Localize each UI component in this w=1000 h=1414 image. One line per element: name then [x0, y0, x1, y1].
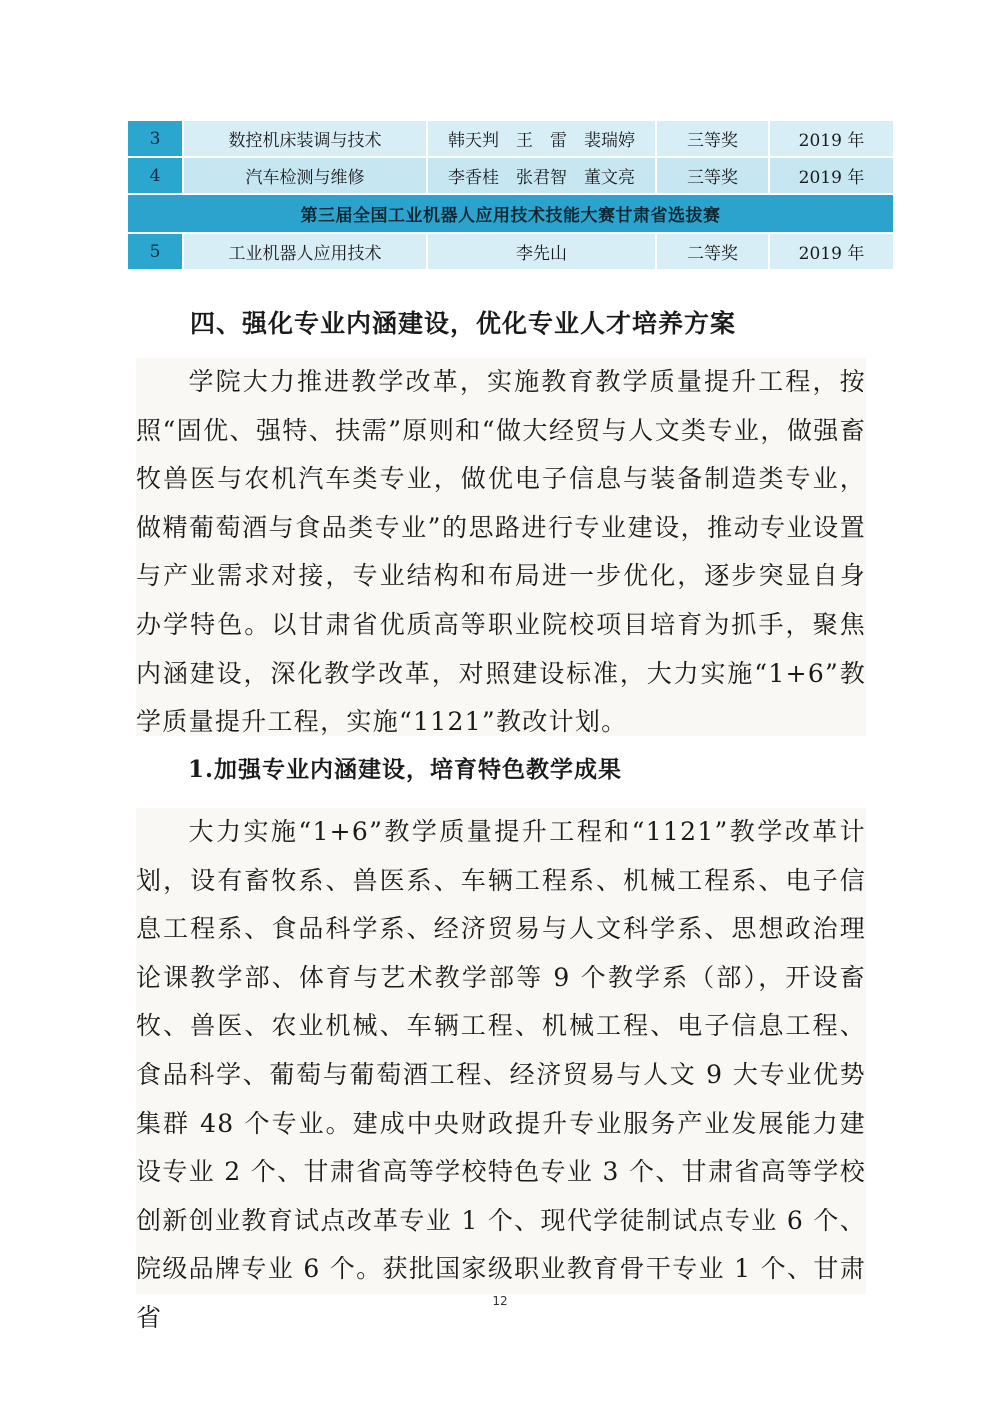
award-year: 2019 年	[769, 233, 894, 270]
winners: 韩天判 王 雷 裴瑞婷	[427, 120, 656, 157]
project-name: 数控机床装调与技术	[183, 120, 427, 157]
award-level: 二等奖	[656, 233, 769, 270]
award-year: 2019 年	[769, 157, 894, 194]
subsection-paragraph: 大力实施“1+6”教学质量提升工程和“1121”教学改革计划，设有畜牧系、兽医系、车辆工程系、机械工程系、电子信息工程系、食品科学系、经济贸易与人文科学系、思想政治理论课教学部、体育与艺术教学部等 9 个教学系（部），开设畜牧、兽医、农业机械、车辆工程、机械工程、电子信息工程、食品科学、葡萄与葡萄酒工程、经济贸易与人文 9 大专业优势集群 48 个专业。建成中央财政提升专业服务产业发展能力建设专业 2 个、甘肃省高等学校特色专业 3 个、甘肃省高等学校创新创业教育试点改革专业 1 个、现代学徒制试点专业 6 个、院级品牌专业 6 个。获批国家级职业教育骨干专业 1 个、甘肃省	[136, 808, 866, 1294]
award-level: 三等奖	[656, 120, 769, 157]
row-number: 3	[127, 120, 183, 157]
subsection-heading: 1.加强专业内涵建设，培育特色教学成果	[188, 756, 623, 783]
section-paragraph: 学院大力推进教学改革，实施教育教学质量提升工程，按照“固优、强特、扶需”原则和“做大经贸与人文类专业，做强畜牧兽医与农机汽车类专业，做优电子信息与装备制造类专业，做精葡萄酒与食品类专业”的思路进行专业建设，推动专业设置与产业需求对接，专业结构和布局进一步优化，逐步突显自身办学特色。以甘肃省优质高等职业院校项目培育为抓手，聚焦内涵建设，深化教学改革，对照建设标准，大力实施“1+6”教学质量提升工程，实施“1121”教改计划。	[136, 358, 866, 736]
competition-header-row	[127, 194, 894, 233]
table-row	[127, 233, 894, 270]
winners: 李先山	[427, 233, 656, 270]
table-row	[127, 157, 894, 194]
project-name: 汽车检测与维修	[183, 157, 427, 194]
row-number: 5	[127, 233, 183, 270]
award-year: 2019 年	[769, 120, 894, 157]
table-row	[127, 120, 894, 157]
competition-title: 第三届全国工业机器人应用技术技能大赛甘肃省选拔赛	[127, 194, 894, 233]
project-name: 工业机器人应用技术	[183, 233, 427, 270]
page-number: 12	[492, 1294, 508, 1308]
row-number: 4	[127, 157, 183, 194]
award-level: 三等奖	[656, 157, 769, 194]
awards-table	[126, 119, 895, 271]
winners: 李香桂 张君智 董文亮	[427, 157, 656, 194]
section-heading: 四、强化专业内涵建设，优化专业人才培养方案	[190, 309, 737, 338]
